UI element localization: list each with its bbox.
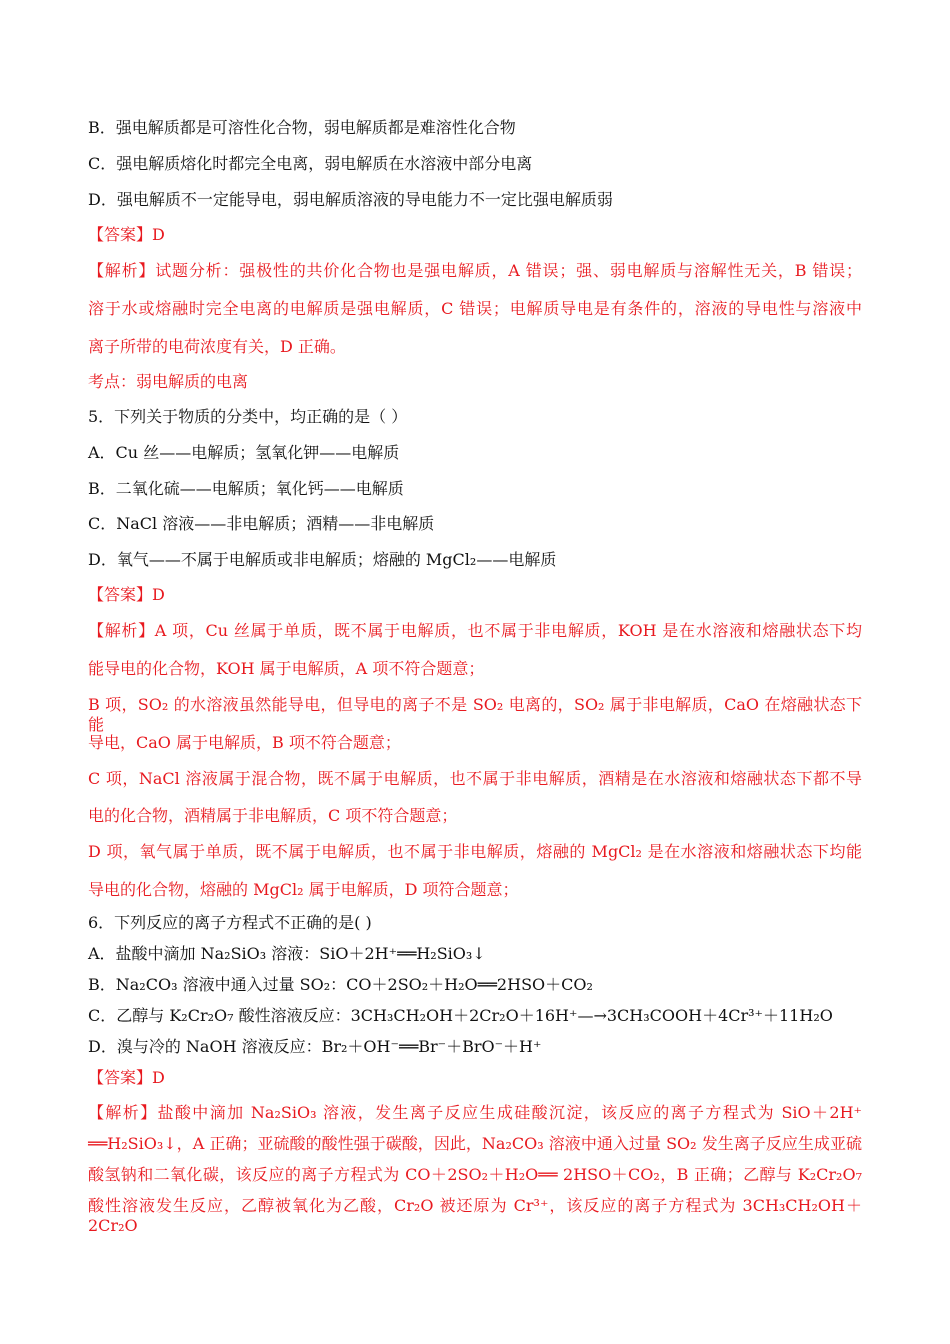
q5-analysis-line: B 项，SO₂ 的水溶液虽然能导电，但导电的离子不是 SO₂ 电离的，SO₂ 属于非电解质，CaO 在熔融状态下能 [88, 695, 862, 734]
q4-analysis-line: 溶于水或熔融时完全电离的电解质是强电解质，C 错误；电解质导电是有条件的，溶液的导电性与溶液中 [88, 299, 862, 318]
q6-answer: 【答案】D [88, 1068, 165, 1087]
q4-answer: 【答案】D [88, 225, 165, 244]
q6-analysis-line: ══H₂SiO₃↓，A 正确；亚硫酸的酸性强于碳酸，因此，Na₂CO₃ 溶液中通入过量 SO₂ 发生离子反应生成亚硫 [88, 1134, 862, 1153]
q5-analysis-line: 导电，CaO 属于电解质，B 项不符合题意； [88, 733, 401, 752]
q6-stem: 6．下列反应的离子方程式不正确的是( ) [88, 913, 372, 932]
q4-exam-point: 考点：弱电解质的电离 [88, 372, 249, 391]
q5-option-b: B．二氧化硫——电解质；氧化钙——电解质 [88, 479, 404, 498]
q4-analysis-line: 【解析】试题分析：强极性的共价化合物也是强电解质，A 错误；强、弱电解质与溶解性无关，B 错误； [88, 261, 862, 280]
q5-analysis-line: 【解析】A 项，Cu 丝属于单质，既不属于电解质，也不属于非电解质，KOH 是在水溶液和熔融状态下均 [88, 621, 862, 640]
q4-option-b: B．强电解质都是可溶性化合物，弱电解质都是难溶性化合物 [88, 118, 516, 137]
q5-analysis-line: C 项，NaCl 溶液属于混合物，既不属于电解质，也不属于非电解质，酒精是在水溶液和熔融状态下都不导 [88, 769, 862, 788]
q4-option-d: D．强电解质不一定能导电，弱电解质溶液的导电能力不一定比强电解质弱 [88, 190, 613, 209]
q6-analysis-line: 酸性溶液发生反应，乙醇被氧化为乙酸，Cr₂O 被还原为 Cr³⁺，该反应的离子方程式为 3CH₃CH₂OH＋2Cr₂O [88, 1196, 862, 1235]
q6-option-d: D．溴与冷的 NaOH 溶液反应：Br₂＋OH⁻══Br⁻＋BrO⁻＋H⁺ [88, 1037, 542, 1056]
q6-analysis-line: 【解析】盐酸中滴加 Na₂SiO₃ 溶液，发生离子反应生成硅酸沉淀，该反应的离子方程式为 SiO＋2H⁺ [88, 1103, 862, 1122]
q4-option-c: C．强电解质熔化时都完全电离，弱电解质在水溶液中部分电离 [88, 154, 533, 173]
q6-option-c: C．乙醇与 K₂Cr₂O₇ 酸性溶液反应：3CH₃CH₂OH＋2Cr₂O＋16H⁺—→3CH₃COOH＋4Cr³⁺＋11H₂O [88, 1006, 833, 1025]
q5-stem: 5．下列关于物质的分类中，均正确的是（ ） [88, 407, 408, 426]
q5-analysis-line: 电的化合物，酒精属于非电解质，C 项不符合题意； [88, 806, 458, 825]
q5-analysis-line: 导电的化合物，熔融的 MgCl₂ 属于电解质，D 项符合题意； [88, 880, 519, 899]
q5-answer: 【答案】D [88, 585, 165, 604]
q6-analysis-line: 酸氢钠和二氧化碳，该反应的离子方程式为 CO＋2SO₂＋H₂O══ 2HSO＋CO₂，B 正确；乙醇与 K₂Cr₂O₇ [88, 1165, 862, 1184]
q5-analysis-line: 能导电的化合物，KOH 属于电解质，A 项不符合题意； [88, 659, 485, 678]
q5-option-d: D．氧气——不属于电解质或非电解质；熔融的 MgCl₂——电解质 [88, 550, 557, 569]
q6-option-a: A．盐酸中滴加 Na₂SiO₃ 溶液：SiO＋2H⁺══H₂SiO₃↓ [88, 944, 486, 963]
q5-analysis-line: D 项，氧气属于单质，既不属于电解质，也不属于非电解质，熔融的 MgCl₂ 是在水溶液和熔融状态下均能 [88, 842, 862, 861]
q5-option-a: A．Cu 丝——电解质；氢氧化钾——电解质 [88, 443, 400, 462]
q5-option-c: C．NaCl 溶液——非电解质；酒精——非电解质 [88, 514, 435, 533]
q6-option-b: B．Na₂CO₃ 溶液中通入过量 SO₂：CO＋2SO₂＋H₂O══2HSO＋CO₂ [88, 975, 593, 994]
q4-analysis-line: 离子所带的电荷浓度有关，D 正确。 [88, 337, 346, 356]
